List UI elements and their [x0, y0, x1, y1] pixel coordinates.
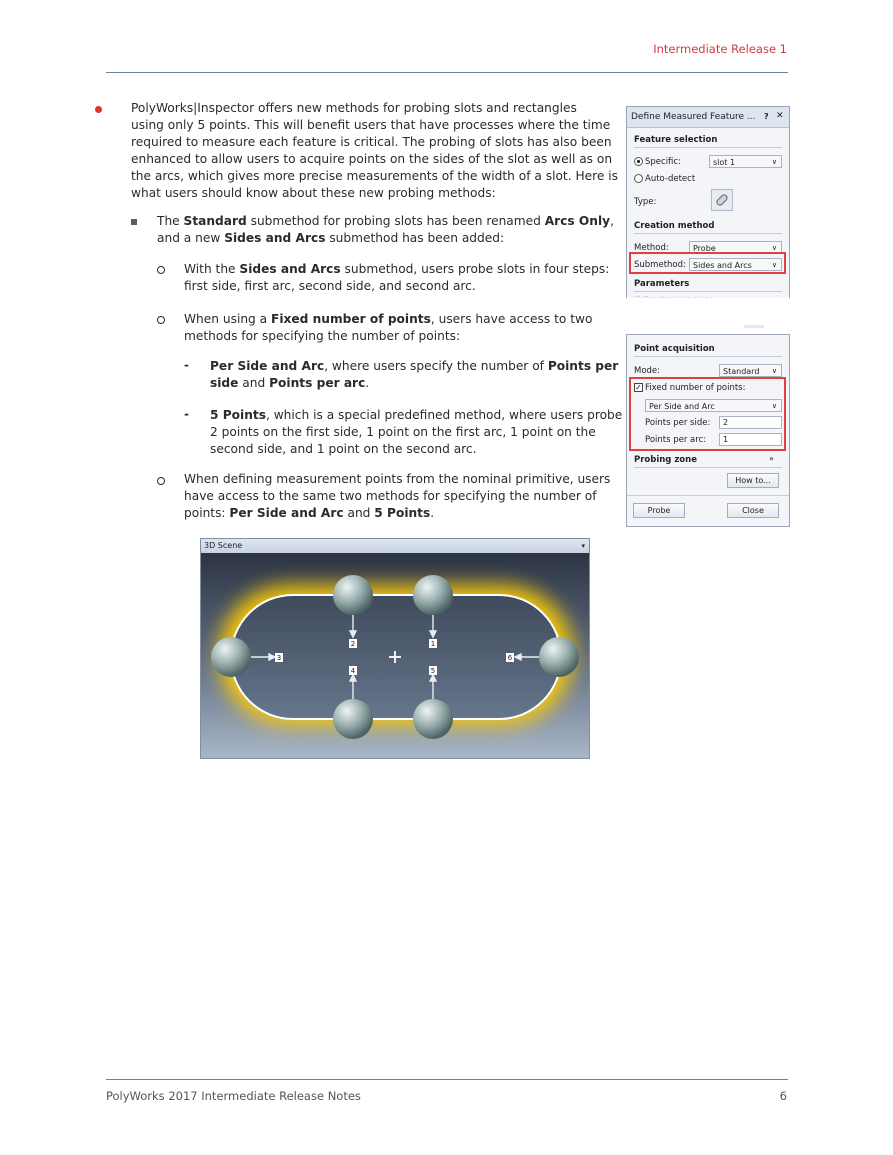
fixed-number-label: Fixed number of points: [645, 383, 746, 393]
dialog-title-bar [627, 107, 789, 128]
submethod-label: Submethod: [634, 260, 686, 270]
close-icon[interactable]: ✕ [776, 111, 784, 121]
sides-arcs-item: With the Sides and Arcs submethod, users probe slots in four steps: first side, first arc, second side, and second arc. [184, 262, 610, 293]
intro-paragraph [131, 100, 618, 202]
fixed-number-checkbox[interactable]: ✓ [635, 383, 642, 392]
point-acquisition-heading: Point acquisition [634, 344, 715, 354]
expand-chevron-icon[interactable]: » [769, 454, 774, 463]
footer-doc-title: PolyWorks 2017 Intermediate Release Notes [106, 1089, 361, 1103]
point-label: 4 [350, 667, 356, 675]
point-label: 1 [430, 640, 436, 648]
slot-probing-illustration [201, 553, 589, 758]
3d-scene-view [200, 538, 590, 759]
intro-line: the arcs, which gives more precise measurements of the width of a slot. Here is [131, 169, 618, 183]
auto-detect-radio[interactable] [634, 174, 643, 183]
bullet-dot [95, 106, 102, 113]
feature-selection-heading: Feature selection [634, 135, 718, 145]
nominal-primitive-item: When defining measurement points from the nominal primitive, users have access to the same two methods for specifying the number of points: Per Side and Arc and 5 Points. [184, 472, 611, 520]
footer-page-number: 6 [779, 1089, 787, 1103]
intro-line: PolyWorks|Inspector offers new methods for probing slots and rectangles [131, 101, 577, 115]
bullet-dash: - [184, 407, 189, 421]
auto-detect-label: Auto-detect [645, 174, 696, 184]
points-per-side-label: Points per side: [645, 418, 711, 428]
header-release-label: Intermediate Release 1 [653, 42, 787, 56]
points-per-arc-field[interactable]: 1 [719, 433, 782, 446]
how-to-button[interactable]: How to... [727, 473, 779, 488]
five-points-item: 5 Points, which is a special predefined method, where users probe 2 points on the first side, 1 point on the first arc, 1 point on the second side, and 1 point on the second arc. [210, 408, 623, 456]
specific-label: Specific: [645, 157, 681, 167]
points-per-side-field[interactable]: 2 [719, 416, 782, 429]
intro-line: enhanced to allow users to acquire points on the sides of the slot as well as on [131, 152, 613, 166]
footer-rule [106, 1079, 788, 1080]
close-button[interactable]: Close [727, 503, 779, 518]
parameters-heading: Parameters [634, 279, 690, 289]
point-label: 3 [276, 654, 282, 662]
method-combo[interactable]: Probe ∨ [689, 241, 782, 254]
bullet-circle [157, 266, 165, 274]
probing-zone-heading: Probing zone [634, 455, 697, 465]
intro-line: using only 5 points. This will benefit users that have processes where the time [131, 118, 611, 132]
fixed-number-highlight [629, 377, 786, 451]
probe-button[interactable]: Probe [633, 503, 685, 518]
fixed-method-combo[interactable]: Per Side and Arc ∨ [645, 399, 782, 412]
mode-combo[interactable]: Standard ∨ [719, 364, 782, 377]
bullet-circle [157, 316, 165, 324]
3d-scene-title-bar [201, 539, 589, 554]
mode-label: Mode: [634, 366, 661, 376]
point-label: 5 [430, 667, 436, 675]
help-button[interactable]: ? [764, 112, 769, 121]
point-label: 2 [350, 640, 356, 648]
method-label: Method: [634, 243, 669, 253]
bullet-dash: - [184, 358, 189, 372]
dropdown-icon[interactable]: ▾ [581, 542, 585, 550]
points-per-arc-label: Points per arc: [645, 435, 707, 445]
bullet-circle [157, 477, 165, 485]
specific-radio[interactable] [634, 157, 643, 166]
submethod-paragraph: The Standard submethod for probing slots has been renamed Arcs Only, and a new Sides and Arcs submethod has been added: [157, 214, 614, 245]
submethod-combo[interactable]: Sides and Arcs ∨ [689, 258, 782, 271]
submethod-highlight [629, 252, 786, 274]
point-label: 6 [507, 654, 513, 662]
bullet-square [131, 219, 137, 225]
intro-line: required to measure each feature is critical. The probing of slots has also been [131, 135, 612, 149]
creation-method-heading: Creation method [634, 221, 715, 231]
slot-type-icon[interactable] [711, 189, 733, 211]
per-side-arc-item: Per Side and Arc, where users specify the number of Points per side and Points per arc. [210, 359, 619, 390]
3d-scene-title: 3D Scene [204, 541, 243, 550]
header-rule [106, 72, 788, 73]
dialog-title: Define Measured Feature ... [631, 112, 756, 122]
type-label: Type: [634, 197, 657, 207]
intro-line: what users should know about these new probing methods: [131, 186, 496, 200]
fixed-number-item: When using a Fixed number of points, users have access to two methods for specifying the number of points: [184, 312, 593, 343]
specific-combo[interactable]: slot 1 ∨ [709, 155, 782, 168]
